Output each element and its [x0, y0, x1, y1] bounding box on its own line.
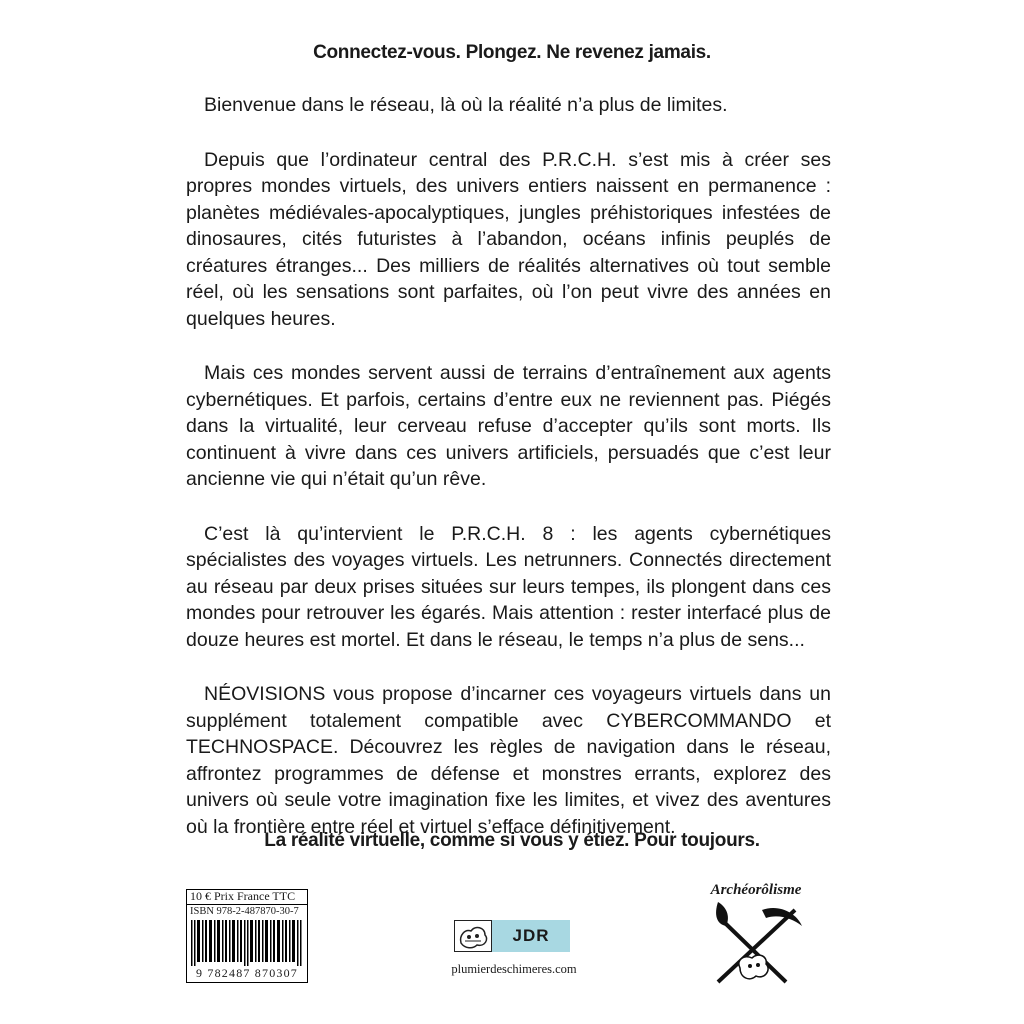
paragraph-intro: Bienvenue dans le réseau, là où la réalité n’a plus de limites. — [204, 94, 728, 116]
tagline-bottom: La réalité virtuelle, comme si vous y étiez. Pour toujours. — [264, 830, 760, 851]
paragraph-worlds: Depuis que l’ordinateur central des P.R.C.H. s’est mis à créer ses propres mondes virtuels, des univers entiers naissent en permanence : planètes médiévales-apocalyptiques, jungles préhistoriques infestées de dinosaures, cités futuristes à l’abandon, océans infinis peuplés de créatures étranges... Des milliers de réalités alternatives où tout semble réel, où les sensations sont parfaites, où l’on peut vivre des années en quelques heures. — [186, 148, 831, 330]
barcode-image — [191, 920, 303, 966]
barcode-block — [186, 889, 308, 983]
price-label: 10 € Prix France TTC — [187, 890, 307, 905]
barcode-digits: 9 782487 870307 — [196, 966, 298, 980]
publisher-url: plumierdeschimeres.com — [451, 962, 577, 976]
partner-name: Archéorôlisme — [710, 882, 802, 898]
paragraph-supplement: NÉOVISIONS vous propose d’incarner ces voyageurs virtuels dans un supplément totalement compatible avec CYBERCOMMANDO et TECHNOSPACE. Découvrez les règles de navigation dans le réseau, affrontez programmes de défense et monstres errants, explorez des univers où seule votre imagination fixe les limites, et vivez des aventures où la frontière entre réel et virtuel s’efface définitivement. — [186, 683, 831, 838]
tagline-top: Connectez-vous. Plongez. Ne revenez jamais. — [313, 42, 711, 63]
paragraph-netrunners: C’est là qu’intervient le P.R.C.H. 8 : les agents cybernétiques spécialistes des voyages virtuels. Les netrunners. Connectés directement au réseau par deux prises situées sur leurs tempes, ils plongent dans ces mondes pour retrouver les égarés. Mais attention : rester interfacé plus de douze heures est mortel. Et dans le réseau, le temps n’a plus de sens... — [186, 522, 831, 651]
isbn-label: ISBN 978-2-487870-30-7 — [190, 906, 299, 917]
publisher-emblem-icon — [454, 920, 492, 952]
back-cover-text — [186, 92, 831, 868]
publisher-jdr-label: JDR — [492, 920, 570, 952]
paragraph-agents: Mais ces mondes servent aussi de terrains d’entraînement aux agents cybernétiques. Et parfois, certains d’entre eux ne reviennent pas. Piégés dans la virtualité, leur cerveau refuse d’accepter qu’ils sont morts. Ils continuent à vivre dans ces univers artificiels, persuadés que c’est leur ancienne vie qui n’était qu’un rêve. — [186, 362, 831, 490]
shovel-pickaxe-icon — [700, 890, 810, 990]
publisher-logo — [454, 920, 570, 952]
